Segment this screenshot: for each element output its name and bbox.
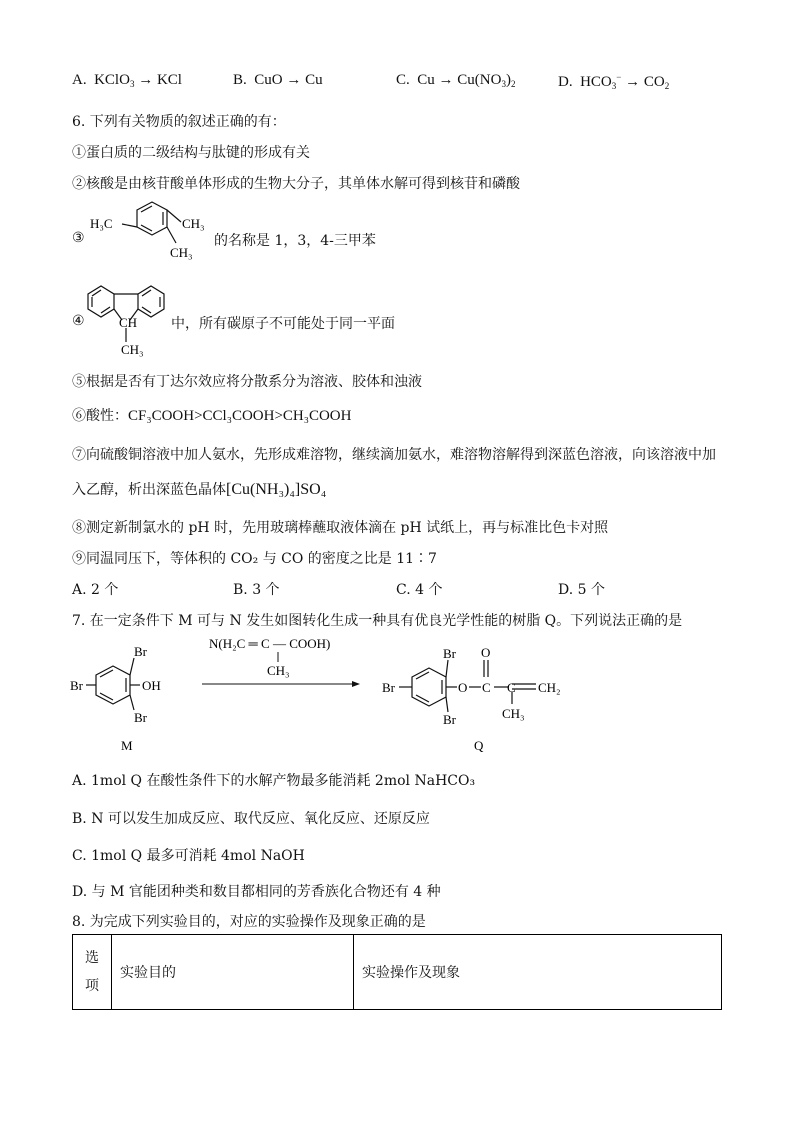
ch-label: CH <box>119 315 138 330</box>
q5-option-d: D. $HCO_3^- \to CO_2$ <box>558 72 670 91</box>
q-ch3-label: CH₃ <box>502 706 525 721</box>
q7-stem: 7. 在一定条件下 M 可与 N 发生如图转化生成一种具有优良光学性能的树脂 Q。下列说法正确的是 <box>72 613 683 629</box>
q6-statement-1: ①蛋白质的二级结构与肽键的形成有关 <box>72 145 310 161</box>
q-label: Q <box>474 738 484 753</box>
header-option-line1: 选 <box>85 950 99 966</box>
q6-statement-5: ⑤根据是否有丁达尔效应将分散系分为溶液、胶体和浊液 <box>72 374 422 390</box>
acidity-formula: CF₃COOH>CCl₃COOH>CH₃COOH <box>128 408 352 424</box>
q6-option-d: D. 5 个 <box>558 582 605 598</box>
q-br-bottom: Br <box>443 712 456 727</box>
reagent-n-formula: N(H₂C ═ C — COOH) <box>209 636 331 651</box>
q6-statement-2: ②核酸是由核苷酸单体形成的生物大分子，其单体水解可得到核苷和磷酸 <box>72 176 520 192</box>
table-header-row <box>73 935 722 1010</box>
header-option-line2: 项 <box>85 978 99 994</box>
q-carbonyl-carbon: C <box>482 680 491 695</box>
header-operation: 实验操作及现象 <box>354 935 722 1010</box>
m-oh-label: OH <box>142 678 161 693</box>
q7-option-a: A. 1mol Q 在酸性条件下的水解产物最多能消耗 2mol NaHCO₃ <box>72 773 476 789</box>
q6-option-c: C. 4 个 <box>396 582 443 598</box>
q7-option-c: C. 1mol Q 最多可消耗 4mol NaOH <box>72 848 305 864</box>
header-option <box>73 935 112 1010</box>
q8-stem: 8. 为完成下列实验目的，对应的实验操作及现象正确的是 <box>72 914 426 930</box>
m-br-bottom: Br <box>134 710 147 725</box>
q-ester-oxygen: O <box>458 680 468 695</box>
q5-option-c: C. $Cu \to Cu(NO_3)_2$ <box>396 72 516 89</box>
reaction-scheme <box>60 632 620 760</box>
fluorene-structure <box>84 278 174 358</box>
m-br-top: Br <box>134 644 147 659</box>
q-ch2-label: CH₂ <box>538 680 561 695</box>
q8-table <box>72 934 722 1010</box>
q6-statement-7-line2 <box>72 479 326 499</box>
q6-option-a: A. 2 个 <box>72 582 119 598</box>
reagent-n-methyl: CH₃ <box>267 663 290 678</box>
statement-7-prefix: 入乙醇，析出深蓝色晶体 <box>72 482 226 498</box>
methyl-label: CH₃ <box>121 342 144 357</box>
q6-statement-7-line1: ⑦向硫酸铜溶液中加人氨水，先形成难溶物，继续滴加氨水，难溶物溶解得到深蓝色溶液，向该溶液中加 <box>72 447 716 463</box>
q-br-top: Br <box>443 646 456 661</box>
m-label: M <box>121 738 133 753</box>
q-br-left: Br <box>382 680 395 695</box>
q6-statement-3-text: 的名称是 1，3，4-三甲苯 <box>214 233 376 249</box>
q6-statement-8: ⑧测定新制氯水的 pH 时，先用玻璃棒蘸取液体滴在 pH 试纸上，再与标准比色卡对照 <box>72 520 609 536</box>
q6-statement-4-number: ④ <box>72 313 85 329</box>
complex-formula: [Cu(NH₃)₄]SO₄ <box>226 481 327 498</box>
q6-stem: 6. 下列有关物质的叙述正确的有： <box>72 114 286 130</box>
q7-option-b: B. N 可以发生加成反应、取代反应、氧化反应、还原反应 <box>72 811 430 827</box>
methyl-left-label: H₃C <box>90 216 113 231</box>
trimethylbenzene-structure <box>88 196 216 268</box>
q6-option-b: B. 3 个 <box>233 582 280 598</box>
q-alkene-carbon: C <box>507 680 516 695</box>
q7-option-d: D. 与 M 官能团种类和数目都相同的芳香族化合物还有 4 种 <box>72 884 441 900</box>
q-carbonyl-oxygen: O <box>481 645 491 660</box>
m-br-left: Br <box>70 678 83 693</box>
header-purpose: 实验目的 <box>112 935 354 1010</box>
q5-option-a: A. KClO$_3$ → KCl <box>72 72 182 89</box>
reaction-arrow <box>202 681 360 687</box>
q6-statement-6 <box>72 405 351 425</box>
q6-statement-4-text: 中，所有碳原子不可能处于同一平面 <box>171 316 395 332</box>
q6-statement-9: ⑨同温同压下，等体积的 CO₂ 与 CO 的密度之比是 11∶7 <box>72 551 437 567</box>
statement-6-prefix: ⑥酸性： <box>72 408 128 424</box>
q6-statement-3-number: ③ <box>72 230 85 246</box>
q5-option-b: B. CuO → Cu <box>233 72 323 88</box>
methyl-bottom-label: CH₃ <box>170 245 193 260</box>
methyl-right-label: CH₃ <box>182 216 205 231</box>
